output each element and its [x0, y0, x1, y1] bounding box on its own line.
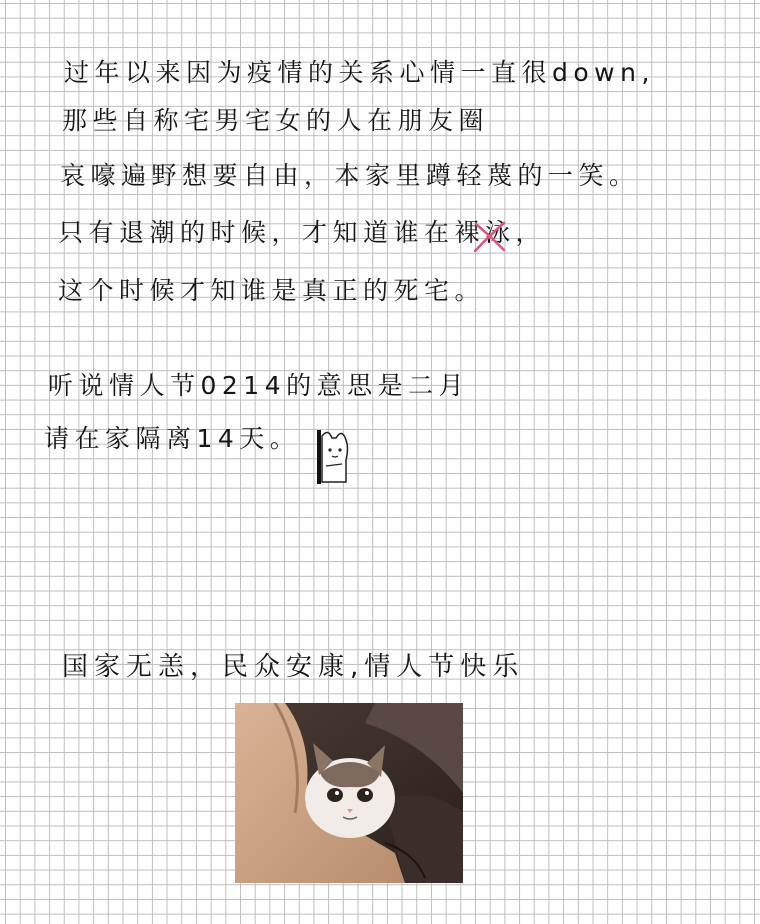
text-line-4: 只有退潮的时候，才知道谁在裸泳， [58, 218, 547, 247]
text-line-3: 哀嚎遍野想要自由，本家里蹲轻蔑的一笑。 [60, 161, 640, 190]
text-line-1: 过年以来因为疫情的关系心情一直很down, [64, 58, 655, 87]
text-line-2: 那些自称宅男宅女的人在朋友圈 [62, 106, 490, 135]
peeking-bunny-sticker [316, 430, 350, 484]
text-line-5: 这个时候才知谁是真正的死宅。 [58, 276, 486, 305]
cat-photo [235, 703, 463, 883]
pink-cross-icon [470, 220, 510, 254]
text-line-7: 请在家隔离14天。 [44, 424, 301, 453]
text-line-6: 听说情人节0214的意思是二月 [48, 371, 470, 400]
closing-line: 国家无恙，民众安康,情人节快乐 [62, 652, 525, 682]
